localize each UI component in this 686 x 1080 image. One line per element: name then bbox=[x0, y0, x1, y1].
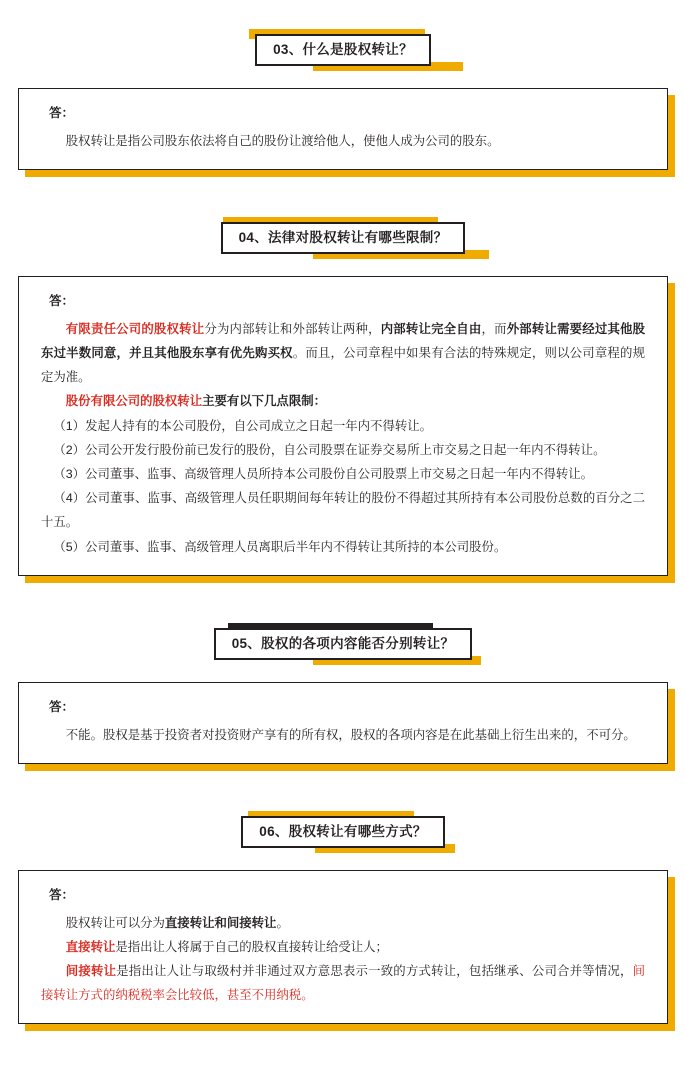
answer-text: 分为内部转让和外部转让两种， bbox=[204, 321, 381, 336]
answer-label-04: 答： bbox=[49, 293, 75, 308]
heading-wrap-03 bbox=[0, 34, 686, 66]
bold-text: 主要有以下几点限制： bbox=[202, 394, 326, 409]
question-heading-06: 06、股权转让有哪些方式？ bbox=[241, 816, 444, 848]
bold-text: 直接转让和间接转让 bbox=[164, 915, 277, 930]
heading-wrap-05 bbox=[0, 628, 686, 660]
answer-paragraph bbox=[41, 389, 645, 413]
answer-list-item: （3）公司董事、监事、高级管理人员所持本公司股份自公司股票上市交易之日起一年内不得转让。 bbox=[53, 467, 594, 481]
answer-card-06 bbox=[18, 870, 668, 1025]
question-heading-03: 03、什么是股权转让？ bbox=[255, 34, 431, 66]
answer-list-item: （1）发起人持有的本公司股份，自公司成立之日起一年内不得转让。 bbox=[53, 418, 432, 433]
answer-list-item: （5）公司董事、监事、高级管理人员离职后半年内不得转让其所持的本公司股份。 bbox=[53, 539, 507, 554]
question-heading-04: 04、法律对股权转让有哪些限制？ bbox=[221, 222, 466, 254]
answer-card-wrap-03 bbox=[18, 88, 668, 170]
qa-block-04 bbox=[0, 222, 686, 576]
answer-paragraph bbox=[41, 959, 645, 1007]
answer-card-03 bbox=[18, 88, 668, 170]
block-gap-03-04 bbox=[0, 170, 686, 222]
highlight-text: 有限责任公司的股权转让 bbox=[65, 321, 205, 336]
bold-text: 内部转让完全自由 bbox=[380, 321, 482, 336]
answer-card-wrap-06 bbox=[18, 870, 668, 1025]
answer-card-04 bbox=[18, 276, 668, 576]
qa-block-05 bbox=[0, 628, 686, 764]
answer-list-item: （4）公司董事、监事、高级管理人员任职期间每年转让的股份不得超过其所持有本公司股份总数的百分之二十五。 bbox=[41, 491, 645, 530]
answer-text: 是指出让人将属于自己的股权直接转让给受让人； bbox=[115, 939, 388, 954]
answer-text: ，而 bbox=[481, 321, 507, 336]
answer-card-wrap-04 bbox=[18, 276, 668, 576]
highlight-text: 间接转让方式的纳税税率会比较低，甚至不用纳税。 bbox=[41, 964, 646, 1003]
answer-text: 股权转让可以分为 bbox=[65, 915, 165, 930]
heading-wrap-04 bbox=[0, 222, 686, 254]
question-heading-05: 05、股权的各项内容能否分别转让？ bbox=[214, 628, 473, 660]
qa-block-06 bbox=[0, 816, 686, 1025]
qa-block-03 bbox=[0, 34, 686, 170]
answer-paragraph bbox=[41, 317, 645, 390]
block-gap-05-06 bbox=[0, 764, 686, 816]
answer-paragraph: 不能。股权是基于投资者对投资财产享有的所有权，股权的各项内容是在此基础上衍生出来的，不可分。 bbox=[65, 727, 636, 742]
answer-text: 是指出让人让与取级村并非通过双方意思表示一致的方式转让，包括继承、公司合并等情况， bbox=[116, 964, 633, 978]
answer-text: 。而且，公司章程中如果有合法的特殊规定，则以公司章程的规定为准。 bbox=[41, 346, 646, 385]
answer-paragraph: 股权转让是指公司股东依法将自己的股份让渡给他人，使他人成为公司的股东。 bbox=[65, 133, 500, 148]
bold-text: 外部转让需要经过其他股东过半数同意，并且其他股东享有优先购买权 bbox=[41, 321, 646, 361]
answer-paragraph bbox=[41, 911, 645, 935]
block-gap-04-05 bbox=[0, 576, 686, 628]
answer-list-item: （2）公司公开发行股份前已发行的股份，自公司股票在证券交易所上市交易之日起一年内不得转让。 bbox=[53, 442, 606, 457]
answer-label-06: 答： bbox=[49, 887, 75, 902]
answer-paragraph bbox=[41, 935, 645, 959]
answer-card-05 bbox=[18, 682, 668, 764]
heading-wrap-06 bbox=[0, 816, 686, 848]
answer-text: 。 bbox=[276, 915, 289, 930]
answer-label-05: 答： bbox=[49, 699, 75, 714]
answer-label-03: 答： bbox=[49, 105, 75, 120]
highlight-text: 股份有限公司的股权转让 bbox=[65, 394, 203, 409]
highlight-text: 间接转让 bbox=[65, 964, 117, 978]
highlight-text: 直接转让 bbox=[65, 939, 116, 954]
answer-card-wrap-05 bbox=[18, 682, 668, 764]
